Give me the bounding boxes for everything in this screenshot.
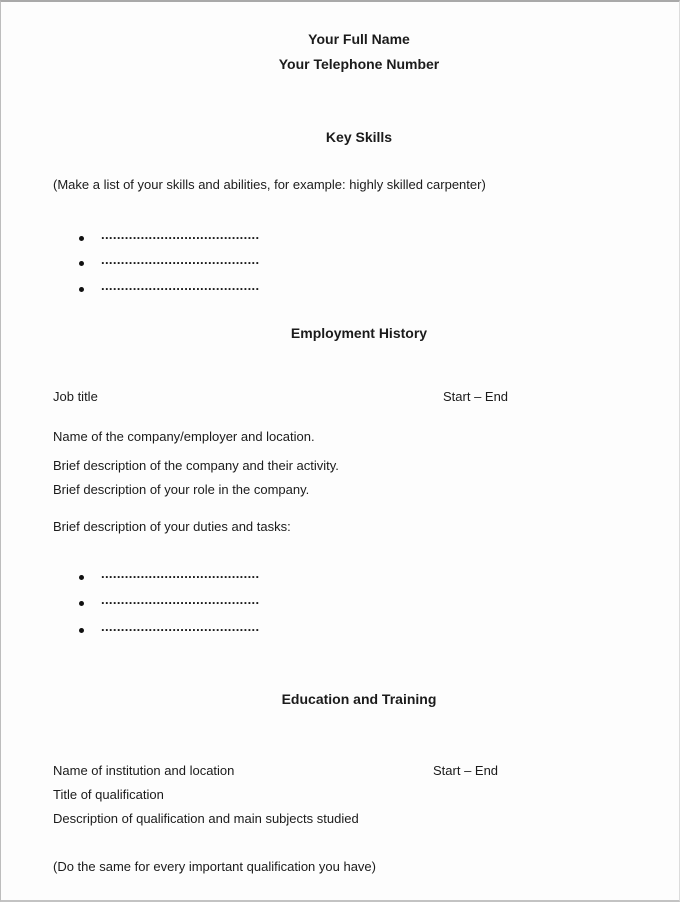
section-title-education-training: Education and Training — [281, 691, 437, 707]
education-note: (Do the same for every important qualification you have) — [53, 859, 376, 874]
institution-label: Name of institution and location — [53, 763, 235, 778]
skill-bullet-item — [79, 227, 665, 246]
telephone-line: Your Telephone Number — [278, 56, 440, 72]
duty-bullet-item — [79, 566, 665, 585]
bullet-dot — [79, 575, 84, 580]
skill-bullet-item — [79, 278, 665, 297]
qualification-description-label: Description of qualification and main subjects studied — [53, 811, 359, 826]
full-name-line: Your Full Name — [308, 31, 410, 47]
skill-bullet-item — [79, 252, 665, 271]
job-title-row — [53, 389, 665, 405]
bullet-dot — [79, 261, 84, 266]
duty-bullet-item — [79, 619, 665, 638]
dotted-placeholder: ........................................ — [101, 278, 260, 293]
date-range-label: Start – End — [433, 763, 499, 778]
date-range-label: Start – End — [443, 389, 509, 404]
company-activity-line: Brief description of the company and their activity. — [53, 458, 339, 473]
bullet-dot — [79, 236, 84, 241]
role-line: Brief description of your role in the company. — [53, 482, 310, 497]
dotted-placeholder: ........................................ — [101, 227, 260, 242]
job-title-label: Job title — [53, 389, 98, 404]
duty-bullet-item — [79, 592, 665, 611]
dotted-placeholder: ........................................ — [101, 566, 260, 581]
institution-row — [53, 763, 665, 779]
dotted-placeholder: ........................................ — [101, 592, 260, 607]
company-line: Name of the company/employer and location. — [53, 429, 315, 444]
qualification-title-label: Title of qualification — [53, 787, 164, 802]
bullet-dot — [79, 601, 84, 606]
section-title-key-skills: Key Skills — [325, 129, 393, 145]
section-title-employment-history: Employment History — [290, 325, 428, 341]
dotted-placeholder: ........................................ — [101, 252, 260, 267]
key-skills-hint: (Make a list of your skills and abilities, for example: highly skilled carpenter) — [53, 177, 486, 192]
duties-label: Brief description of your duties and tasks: — [53, 519, 291, 534]
bullet-dot — [79, 287, 84, 292]
bullet-dot — [79, 628, 84, 633]
dotted-placeholder: ........................................ — [101, 619, 260, 634]
